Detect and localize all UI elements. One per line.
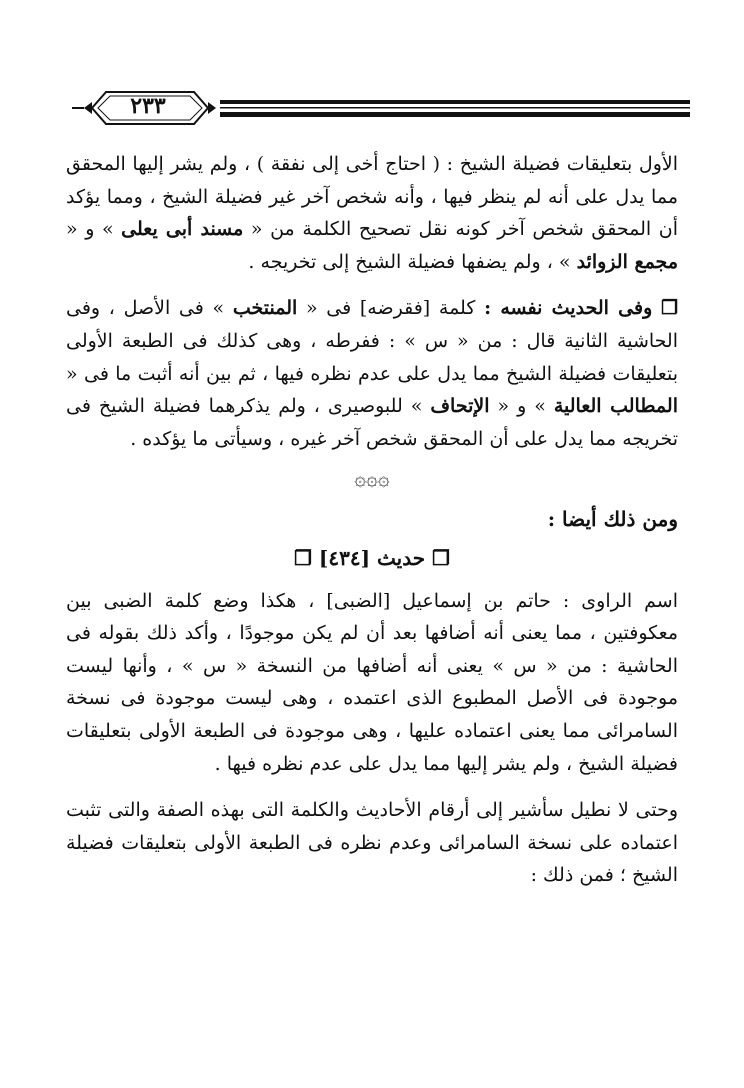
page-body [66,148,678,892]
page-number: ٢٣٣ [130,93,166,119]
book-title-matalib: المطالب العالية [553,395,678,418]
section-heading: ومن ذلك أيضا : [547,507,678,532]
page-header [70,86,690,130]
book-title-majma: مجمع الزوائد [576,250,678,273]
ornament-divider-icon: ۞۞۞ [354,466,390,491]
paragraph-4: وحتى لا نطيل سأشير إلى أرقام الأحاديث والكلمة التى بهذه الصفة والتى تثبت اعتماده على نسخة السامرائى وعدم نظره فى الطبعة الأولى بتعليقات فضيلة الشيخ ؛ فمن ذلك : [66,799,678,887]
square-marker-icon: ❐ [660,297,678,320]
paragraph-lead: وفى الحديث نفسه : [484,297,653,320]
paragraph-3: اسم الراوى : حاتم بن إسماعيل [الضبى] ، هكذا وضع كلمة الضبى بين معكوفتين ، مما يعنى أنه أضافها بعد أن لم يكن موجودًا ، وأكد ذلك بقوله فى الحاشية : من « س » يعنى أنه أضافها من النسخة « س » ، وأنها ليست موجودة فى الأصل المطبوع الذى اعتمده ، وهى ليست موجودة فى نسخة السامرائى مما يعنى اعتماده عليها ، وهى موجودة فى الطبعة الأولى بتعليقات فضيلة الشيخ ، ولم يشر إليها مما يدل على عدم نظره فيها . [66,589,678,775]
paragraph-2: ❐ وفى الحديث نفسه : كلمة [فقرضه] فى « المنتخب » فى الأصل ، وفى الحاشية الثانية قال : من « س » : ففرطه ، وهى كذلك فى الطبعة الأولى بتعليقات فضيلة الشيخ مما يدل على عدم نظره فيها ، ثم بين أنه أثبت ما فى « المطالب العالية » و « الإتحاف » للبوصيرى ، ولم يذكرهما فضيلة الشيخ فى تخريجه مما يدل على أن المحقق شخص آخر غيره ، وسيأتى ما يؤكده . [66,297,678,450]
paragraph-1: الأول بتعليقات فضيلة الشيخ : ( احتاج أخى إلى نفقة ) ، ولم يشر إليها المحقق مما يدل على أنه لم ينظر فيها ، وأنه شخص آخر غير فضيلة الشيخ ، ومما يؤكد أن المحقق شخص آخر كونه نقل تصحيح الكلمة من « مسند أبى يعلى » و « مجمع الزوائد » ، ولم يضفها فضيلة الشيخ إلى تخريجه . [66,153,679,273]
book-title-musnad: مسند أبى يعلى [121,218,244,241]
hadith-heading: ❐ حديث [٤٣٤] ❐ [294,545,450,570]
book-title-ithaf: الإتحاف [430,395,490,418]
book-title-muntakhab: المنتخب [232,297,298,320]
